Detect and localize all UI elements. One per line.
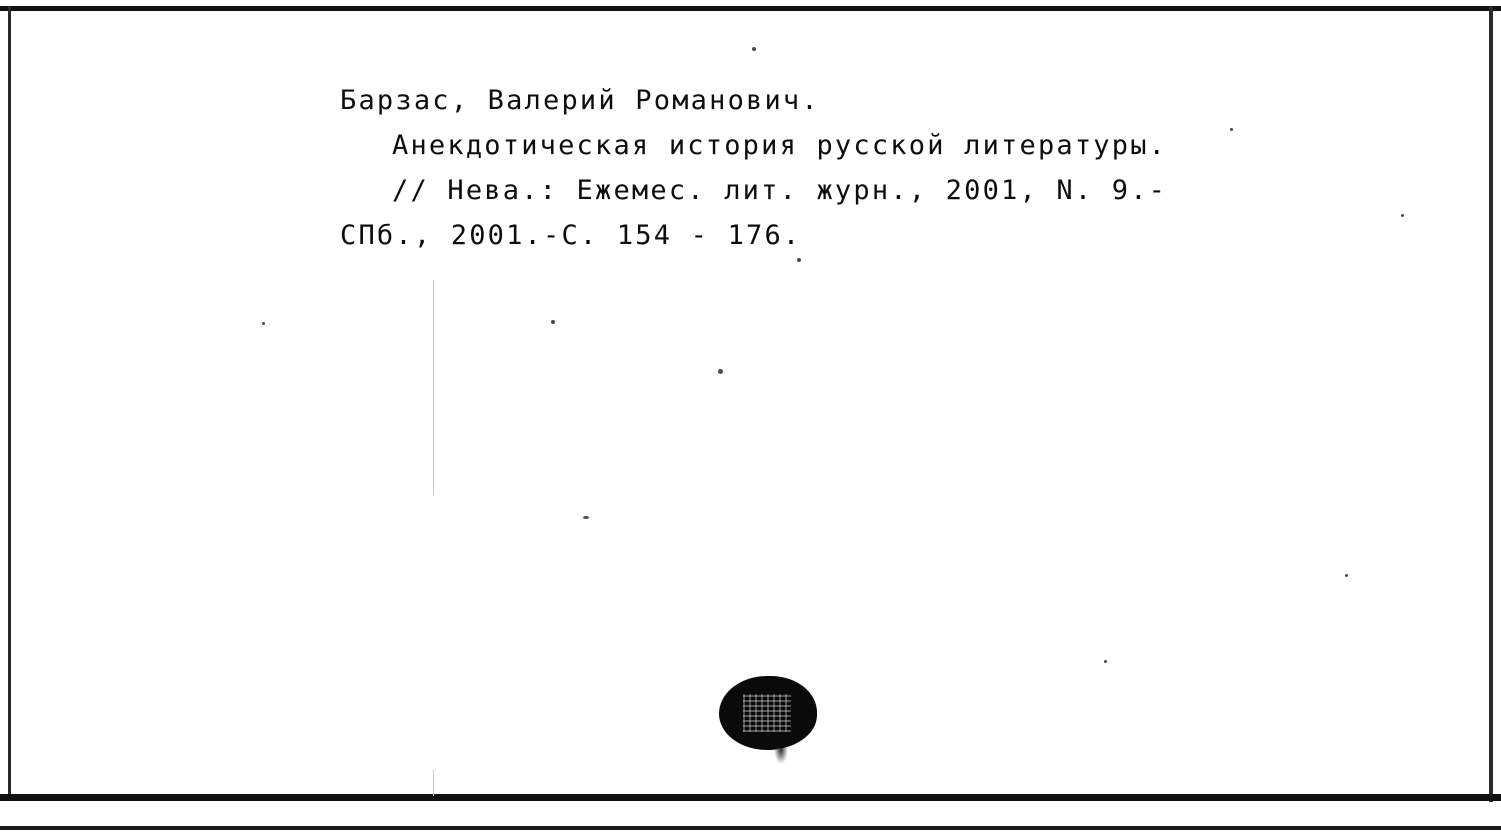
scan-streak	[433, 280, 434, 495]
ink-blot-texture	[743, 694, 791, 732]
card-line-imprint: СПб., 2001.-С. 154 - 176.	[340, 220, 802, 251]
ink-blot-stamp	[719, 676, 817, 750]
ink-blot-smudge	[774, 748, 788, 764]
scan-speck	[1401, 214, 1404, 217]
card-border-top	[0, 6, 1501, 11]
card-border-right	[1489, 6, 1493, 802]
card-line-title: Анекдотическая история русской литературы.	[392, 130, 1168, 161]
scan-speck	[583, 516, 589, 519]
scan-speck	[1104, 660, 1107, 663]
scan-streak	[433, 770, 434, 796]
card-border-bottom	[0, 794, 1501, 801]
scan-speck	[262, 322, 265, 325]
scan-speck	[1230, 128, 1233, 131]
card-text-block	[340, 78, 1390, 258]
scan-speck	[551, 320, 555, 324]
scan-speck	[797, 258, 801, 262]
scan-speck	[752, 47, 756, 51]
card-line-author: Барзас, Валерий Романович.	[340, 85, 820, 116]
card-line-source: // Нева.: Ежемес. лит. журн., 2001, N. 9.-	[392, 175, 1168, 206]
card-border-bottom-secondary	[0, 826, 1501, 830]
scan-speck	[1345, 574, 1348, 577]
scan-speck	[718, 369, 723, 374]
card-border-left	[8, 6, 11, 801]
